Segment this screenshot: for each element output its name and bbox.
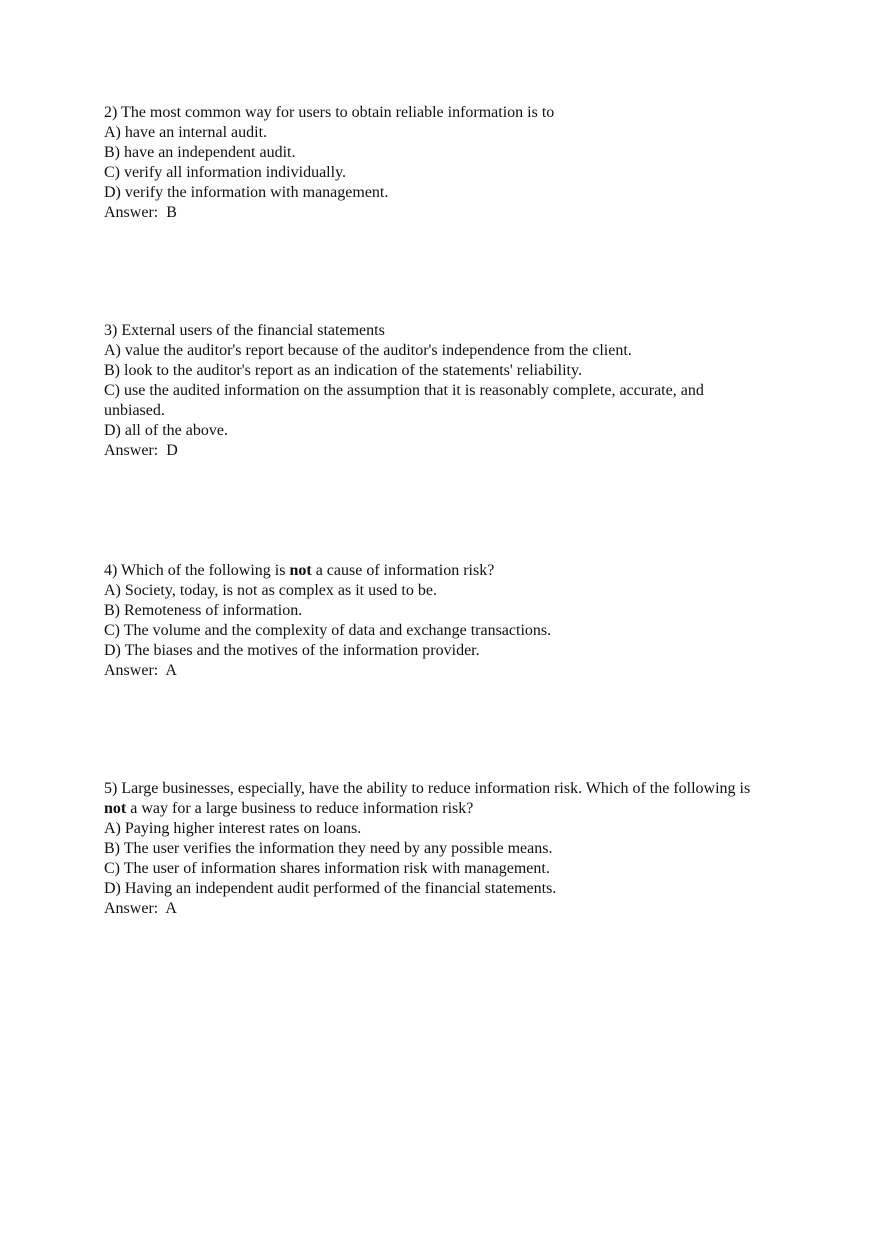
stem-text: a way for a large business to reduce information risk? — [126, 800, 474, 817]
option-a: A) value the auditor's report because of the auditor's independence from the client. — [104, 342, 632, 359]
stem-text: 4) Which of the following is — [104, 562, 290, 579]
option-c: C) The user of information shares information risk with management. — [104, 860, 550, 877]
stem-emphasis: not — [104, 800, 127, 817]
answer: Answer: D — [104, 442, 178, 459]
stem-text: 2) The most common way for users to obtain reliable information is to — [104, 104, 555, 121]
option-b: B) look to the auditor's report as an indication of the statements' reliability. — [104, 362, 582, 379]
option-c: C) use the audited information on the assumption that it is reasonably complete, accurate, and unbiased. — [104, 382, 704, 419]
answer: Answer: B — [104, 204, 177, 221]
question-stem — [104, 321, 756, 341]
option-b: B) have an independent audit. — [104, 144, 296, 161]
option-b: B) Remoteness of information. — [104, 602, 303, 619]
question-stem — [104, 103, 756, 123]
option-a: A) have an internal audit. — [104, 124, 268, 141]
answer: Answer: A — [104, 662, 177, 679]
stem-emphasis: not — [289, 562, 312, 579]
option-d: D) all of the above. — [104, 422, 228, 439]
option-c: C) The volume and the complexity of data and exchange transactions. — [104, 622, 552, 639]
question-5 — [104, 779, 756, 919]
option-d: D) Having an independent audit performed of the financial statements. — [104, 880, 557, 897]
question-stem — [104, 779, 756, 819]
question-4 — [104, 561, 756, 681]
option-d: D) verify the information with management. — [104, 184, 389, 201]
stem-text: 3) External users of the financial statements — [104, 322, 385, 339]
question-stem — [104, 561, 756, 581]
stem-text: a cause of information risk? — [311, 562, 495, 579]
question-2 — [104, 103, 756, 223]
option-a: A) Society, today, is not as complex as it used to be. — [104, 582, 437, 599]
question-3 — [104, 321, 756, 461]
stem-text: 5) Large businesses, especially, have the ability to reduce information risk. Which of the following is — [104, 780, 751, 797]
option-d: D) The biases and the motives of the information provider. — [104, 642, 480, 659]
answer: Answer: A — [104, 900, 177, 917]
option-c: C) verify all information individually. — [104, 164, 347, 181]
option-b: B) The user verifies the information they need by any possible means. — [104, 840, 553, 857]
option-a: A) Paying higher interest rates on loans. — [104, 820, 362, 837]
